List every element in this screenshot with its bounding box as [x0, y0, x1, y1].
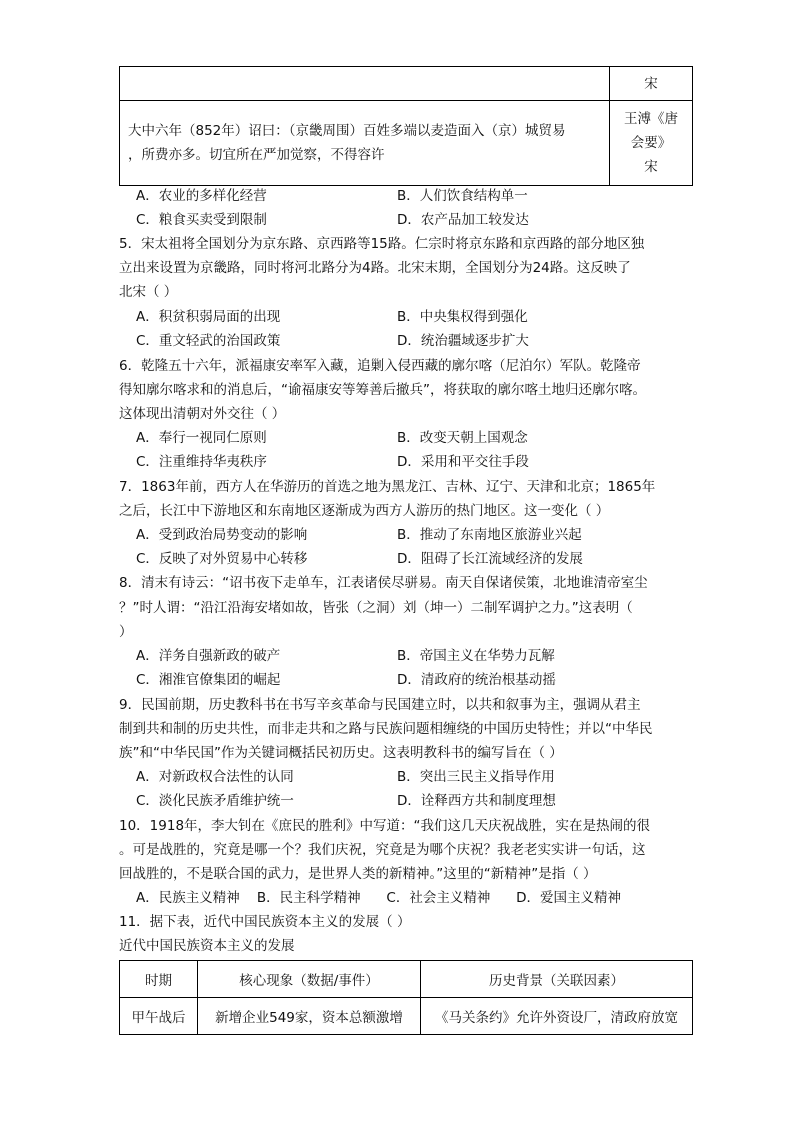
option-c: C．反映了对外贸易中心转移	[136, 551, 308, 567]
question-text: 。可是战胜的，究竟是哪一个？我们庆祝，究竟是为哪个庆祝？我老老实实讲一句话，这	[119, 842, 646, 858]
option-b: B．中央集权得到强化	[397, 309, 528, 325]
header-cell: 时期	[120, 961, 198, 998]
table-caption: 近代中国民族资本主义的发展	[119, 938, 295, 954]
question-text: 得知廓尔喀求和的消息后，“谕福康安等筹善后撤兵”，将获取的廓尔喀土地归还廓尔喀。	[119, 382, 646, 398]
source-cell	[610, 101, 693, 186]
table-header-row	[120, 961, 693, 998]
header-cell: 核心现象（数据/事件）	[198, 961, 421, 998]
option-d: D．统治疆域逐步扩大	[397, 333, 529, 349]
source-table	[119, 66, 693, 186]
option-c: C．注重维持华夷秩序	[136, 454, 267, 470]
option-b: B．改变天朝上国观念	[397, 430, 528, 446]
quote-line: 大中六年（852年）诏曰：（京畿周围）百姓多端以麦造面入（京）城贸易	[128, 123, 566, 139]
question-text: 6．乾隆五十六年，派福康安率军入藏，追剿入侵西藏的廓尔喀（尼泊尔）军队。乾隆帝	[119, 358, 641, 374]
source-line: 宋	[644, 159, 658, 175]
option-c: C．淡化民族矛盾维护统一	[136, 793, 294, 809]
question-text: 这体现出清朝对外交往（ ）	[119, 406, 286, 422]
option-d: D．诠释西方共和制度理想	[397, 793, 556, 809]
question-text: 制到共和制的历史共性，而非走共和之路与民族问题相缠绕的中国历史特性；并以“中华民	[119, 721, 653, 737]
question-text: 9．民国前期，历史教科书在书写辛亥革命与民国建立时，以共和叙事为主，强调从君主	[119, 697, 641, 713]
option-b: B．推动了东南地区旅游业兴起	[397, 527, 582, 543]
question-text: 10．1918年，李大钊在《庶民的胜利》中写道：“我们这几天庆祝战胜，实在是热闹的很	[119, 818, 651, 834]
option-d: D．阻碍了长江流域经济的发展	[397, 551, 583, 567]
question-text: ）	[119, 624, 133, 640]
option-a: A．受到政治局势变动的影响	[136, 527, 308, 543]
table-cell: 甲午战后	[120, 998, 198, 1035]
option-a: A．农业的多样化经营	[136, 188, 267, 204]
option-a: A．积贫积弱局面的出现	[136, 309, 281, 325]
option-c: C．粮食买卖受到限制	[136, 212, 267, 228]
option-c: C．湘淮官僚集团的崛起	[136, 672, 281, 688]
table-row	[120, 67, 693, 101]
question-text: 8．清末有诗云：“诏书夜下走单车，江表诸侯尽骈易。南天自保诸侯策，北地谁清帝室尘	[119, 575, 648, 591]
header-cell: 历史背景（关联因素）	[421, 961, 693, 998]
table-cell	[120, 67, 610, 101]
table-cell: 《马关条约》允许外资设厂，清政府放宽	[421, 998, 693, 1035]
option-a: A．对新政权合法性的认同	[136, 769, 294, 785]
option-c: C．重文轻武的治国政策	[136, 333, 281, 349]
question-text: 立出来设置为京畿路，同时将河北路分为4路。北宋末期，全国划分为24路。这反映了	[119, 260, 631, 276]
source-line: 王溥《唐	[624, 111, 678, 127]
option-b: B．突出三民主义指导作用	[397, 769, 555, 785]
option-d: D．农产品加工较发达	[397, 212, 529, 228]
option-b: B．帝国主义在华势力瓦解	[397, 648, 555, 664]
option-b: B．人们饮食结构单一	[397, 188, 528, 204]
option-d: D．清政府的统治根基动摇	[397, 672, 556, 688]
data-table	[119, 960, 693, 1035]
table-row	[120, 998, 693, 1035]
option-d: D．采用和平交往手段	[397, 454, 529, 470]
question-text: ？”时人谓：“沿江沿海安堵如故，皆张（之洞）刘（坤一）二制军调护之力。”这表明（	[119, 600, 633, 616]
question-text: 回战胜的，不是联合国的武力，是世界人类的新精神。”这里的“新精神”是指（ ）	[119, 866, 597, 882]
question-text: 北宋（ ）	[119, 284, 178, 300]
question-text: 7．1863年前，西方人在华游历的首选之地为黑龙江、吉林、辽宁、天津和北京；1865年	[119, 479, 656, 495]
option-a: A．奉行一视同仁原则	[136, 430, 267, 446]
quote-line: ，所费亦多。切宜所在严加觉察，不得容许	[128, 147, 385, 163]
source-line: 会要》	[630, 135, 672, 151]
question-text: 之后，长江中下游地区和东南地区逐渐成为西方人游历的热门地区。这一变化（ ）	[119, 503, 610, 519]
source-cell: 宋	[610, 67, 693, 101]
options-row: A．民族主义精神 B．民主科学精神 C．社会主义精神 D．爱国主义精神	[136, 890, 621, 906]
option-a: A．洋务自强新政的破产	[136, 648, 281, 664]
table-cell: 新增企业549家，资本总额激增	[198, 998, 421, 1035]
question-text: 11．据下表，近代中国民族资本主义的发展（ ）	[119, 914, 411, 930]
quote-cell	[120, 101, 610, 186]
question-text: 5．宋太祖将全国划分为京东路、京西路等15路。仁宗时将京东路和京西路的部分地区独	[119, 236, 645, 252]
question-text: 族”和“中华民国”作为关键词概括民初历史。这表明教科书的编写旨在（ ）	[119, 745, 563, 761]
table-row	[120, 101, 693, 186]
